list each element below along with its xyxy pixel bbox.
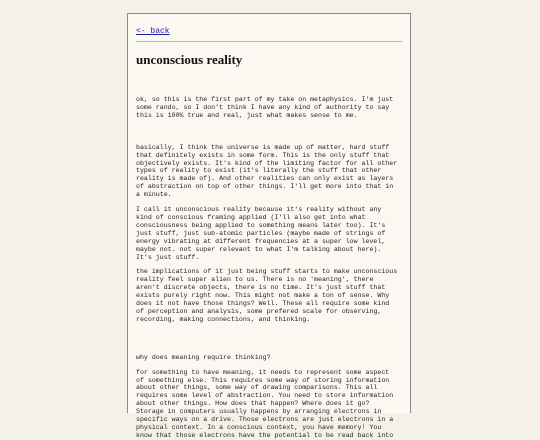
article-page	[127, 13, 411, 439]
header-divider	[136, 41, 402, 42]
back-link[interactable]: <- back	[136, 27, 170, 36]
section-question: why does meaning require thinking?	[136, 353, 271, 361]
page-title: unconscious reality	[136, 52, 243, 67]
article-paragraph: basically, I think the universe is made up of matter, hard stuff that definitely exists in some form. This is the only stuff that objectively exists. It's kind of the limiting factor for all other types of reality to exist (it's literally the stuff that other reality is made of). And other realities can only exist as layers of abstraction on top of other things. I'll get more into that in a minute.	[136, 143, 398, 199]
article-paragraph: ok, so this is the first part of my take on metaphysics. I'm just some rando, so I don't think I have any kind of authority to say this is 100% true and real, just what makes sense to me.	[136, 96, 394, 119]
article-paragraph: for something to have meaning, it needs to represent some aspect of something else. This requires some way of storing information about other things, some way of drawing comparisons. This all requires some level of abstraction. You need to store information about other things. How does that happen? Where does it go? Storage in computers usually happens by arranging electrons in specific ways on a drive. Those electrons are just electrons in a physical context. In a conscious context, you have memory! You know that those electrons have the potential to be read back into	[136, 368, 394, 439]
article-paragraph: the implications of it just being stuff starts to make unconscious reality feel super alien to us. There is no 'meaning', there aren't discrete objects, there is no time. It's just stuff that exists purely right now. This might not make a ton of sense. Why does it not have those things? Well. These all require some kind of perception and analysis, some prefered scale for observing, recording, making connections, and thinking.	[136, 268, 398, 323]
article-paragraph: I call it unconscious reality because it's reality without any kind of conscious framing applied (I'll also get into what consciousness being applied to something means later too). It's just stuff, just sub-atomic particles (maybe made of strings of energy vibrating at different frequencies at a super low level, maybe not. not super relevant to what I'm talking about here). It's just stuff.	[136, 206, 386, 261]
